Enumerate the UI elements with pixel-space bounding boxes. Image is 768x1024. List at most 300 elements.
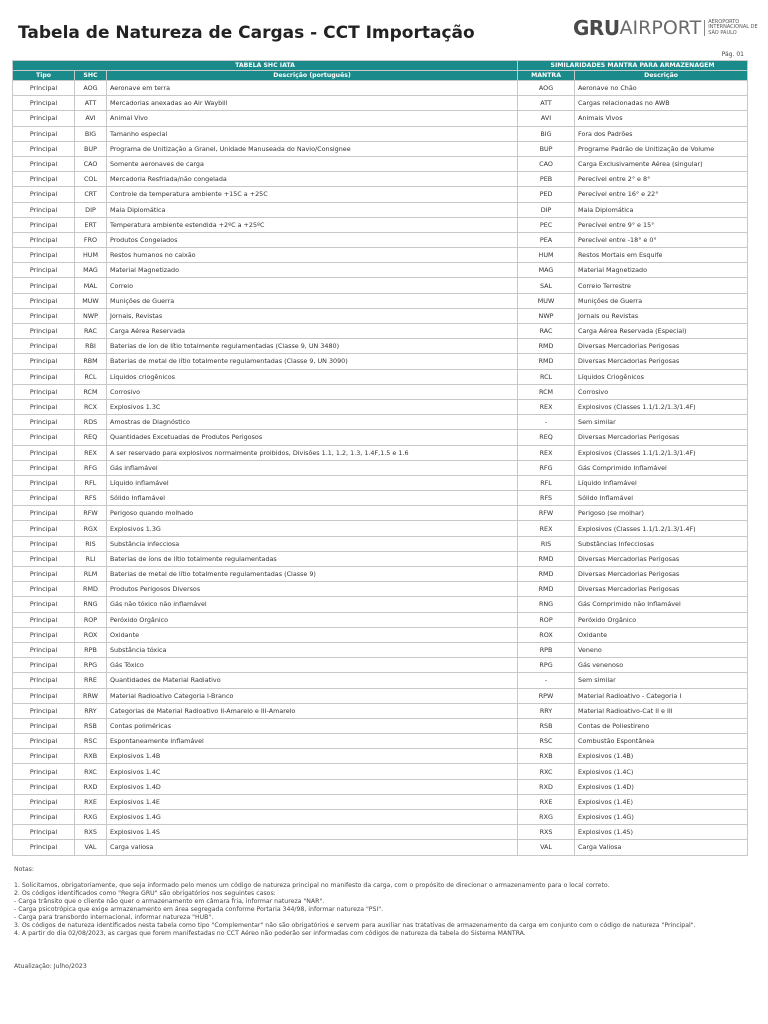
cell-mantra: PEB bbox=[518, 172, 575, 187]
cell-mantra: NWP bbox=[518, 308, 575, 323]
cell-descricao: Perecível entre 9° e 15° bbox=[575, 217, 748, 232]
cell-descricao-pt: Sólido Inflamável bbox=[107, 491, 518, 506]
cell-tipo: Principal bbox=[13, 217, 75, 232]
cell-descricao: Líquidos Criogênicos bbox=[575, 369, 748, 384]
cell-tipo: Principal bbox=[13, 825, 75, 840]
cell-tipo: Principal bbox=[13, 779, 75, 794]
cell-mantra: RMD bbox=[518, 551, 575, 566]
cell-descricao: Sem similar bbox=[575, 415, 748, 430]
cell-descricao-pt: Gás não tóxico não inflamável bbox=[107, 597, 518, 612]
cell-shc: RSC bbox=[75, 734, 107, 749]
cell-descricao: Explosivos (1.4G) bbox=[575, 810, 748, 825]
cell-tipo: Principal bbox=[13, 810, 75, 825]
cell-tipo: Principal bbox=[13, 308, 75, 323]
cell-descricao: Carga Exclusivamente Aérea (singular) bbox=[575, 156, 748, 171]
cell-tipo: Principal bbox=[13, 81, 75, 96]
cell-shc: RXB bbox=[75, 749, 107, 764]
cell-tipo: Principal bbox=[13, 673, 75, 688]
cell-shc: RRW bbox=[75, 688, 107, 703]
table-row bbox=[13, 202, 748, 217]
table-row bbox=[13, 96, 748, 111]
cell-descricao-pt: Amostras de Diagnóstico bbox=[107, 415, 518, 430]
cell-descricao-pt: Categorias de Material Radioativo II-Amarelo e III-Amarelo bbox=[107, 703, 518, 718]
cell-mantra: RNG bbox=[518, 597, 575, 612]
table-row bbox=[13, 703, 748, 718]
table-row bbox=[13, 536, 748, 551]
cell-tipo: Principal bbox=[13, 597, 75, 612]
cell-shc: RAC bbox=[75, 324, 107, 339]
cell-mantra: MUW bbox=[518, 293, 575, 308]
logo-gru-text: GRU bbox=[573, 16, 620, 40]
table-row bbox=[13, 582, 748, 597]
table-row bbox=[13, 187, 748, 202]
table-row bbox=[13, 141, 748, 156]
cell-mantra: MAG bbox=[518, 263, 575, 278]
cell-mantra: VAL bbox=[518, 840, 575, 855]
cell-descricao: Perecível entre -18° e 0° bbox=[575, 232, 748, 247]
cell-mantra: - bbox=[518, 415, 575, 430]
cell-descricao: Explosivos (1.4C) bbox=[575, 764, 748, 779]
cell-descricao: Carga Valiosa bbox=[575, 840, 748, 855]
cell-descricao: Combustão Espontânea bbox=[575, 734, 748, 749]
cell-descricao: Explosivos (1.4E) bbox=[575, 794, 748, 809]
cell-mantra: RPW bbox=[518, 688, 575, 703]
cell-descricao-pt: Mercadoria Resfriada/não congelada bbox=[107, 172, 518, 187]
table-row bbox=[13, 764, 748, 779]
table-row bbox=[13, 749, 748, 764]
cell-shc: ROX bbox=[75, 627, 107, 642]
cell-tipo: Principal bbox=[13, 840, 75, 855]
cell-shc: RPB bbox=[75, 642, 107, 657]
cell-tipo: Principal bbox=[13, 354, 75, 369]
cell-tipo: Principal bbox=[13, 384, 75, 399]
table-row bbox=[13, 521, 748, 536]
table-row bbox=[13, 232, 748, 247]
cell-descricao-pt: Substância infecciosa bbox=[107, 536, 518, 551]
cell-tipo: Principal bbox=[13, 506, 75, 521]
table-row bbox=[13, 156, 748, 171]
cell-mantra: ROX bbox=[518, 627, 575, 642]
group-header-shc-iata: TABELA SHC IATA bbox=[13, 61, 518, 71]
cell-mantra: RXS bbox=[518, 825, 575, 840]
cell-descricao: Substâncias Infecciosas bbox=[575, 536, 748, 551]
cell-descricao-pt: Oxidante bbox=[107, 627, 518, 642]
cell-descricao: Mala Diplomática bbox=[575, 202, 748, 217]
cell-shc: RRY bbox=[75, 703, 107, 718]
table-row bbox=[13, 172, 748, 187]
cell-descricao-pt: Tamanho especial bbox=[107, 126, 518, 141]
cell-tipo: Principal bbox=[13, 734, 75, 749]
cell-descricao: Material Radioativo - Categoria I bbox=[575, 688, 748, 703]
cell-descricao: Correio Terrestre bbox=[575, 278, 748, 293]
table-row bbox=[13, 658, 748, 673]
table-row bbox=[13, 324, 748, 339]
cell-descricao: Fora dos Padrões bbox=[575, 126, 748, 141]
table-row bbox=[13, 840, 748, 855]
page-title: Tabela de Natureza de Cargas - CCT Importação bbox=[18, 23, 475, 43]
cell-tipo: Principal bbox=[13, 141, 75, 156]
table-row bbox=[13, 126, 748, 141]
cell-descricao: Corrosivo bbox=[575, 384, 748, 399]
cell-tipo: Principal bbox=[13, 764, 75, 779]
cell-tipo: Principal bbox=[13, 293, 75, 308]
cell-descricao-pt: Baterias de íon de lítio totalmente regulamentadas (Classe 9, UN 3480) bbox=[107, 339, 518, 354]
cell-mantra: PEA bbox=[518, 232, 575, 247]
cell-tipo: Principal bbox=[13, 430, 75, 445]
cell-descricao: Diversas Mercadorias Perigosas bbox=[575, 567, 748, 582]
cell-shc: ROP bbox=[75, 612, 107, 627]
note-line: 3. Os códigos de natureza identificados nesta tabela como tipo "Complementar" não são obrigatórios e servem para auxiliar nas tratativas de armazenamento da carga em conjunto com o código de natureza "Principal". bbox=[14, 922, 696, 929]
cell-descricao-pt: Munições de Guerra bbox=[107, 293, 518, 308]
cell-mantra: RSB bbox=[518, 718, 575, 733]
table-row bbox=[13, 688, 748, 703]
cell-tipo: Principal bbox=[13, 658, 75, 673]
cell-tipo: Principal bbox=[13, 202, 75, 217]
table-row bbox=[13, 278, 748, 293]
cell-descricao-pt: Carga Aérea Reservada bbox=[107, 324, 518, 339]
cell-descricao-pt: Carga valiosa bbox=[107, 840, 518, 855]
table-row bbox=[13, 597, 748, 612]
cell-mantra: PEC bbox=[518, 217, 575, 232]
cell-shc: MAL bbox=[75, 278, 107, 293]
cell-mantra: REQ bbox=[518, 430, 575, 445]
cell-descricao: Cargas relacionadas no AWB bbox=[575, 96, 748, 111]
table-row bbox=[13, 369, 748, 384]
cell-shc: RXS bbox=[75, 825, 107, 840]
cell-descricao-pt: Explosivos 1.3C bbox=[107, 399, 518, 414]
cell-mantra: BUP bbox=[518, 141, 575, 156]
cell-shc: MUW bbox=[75, 293, 107, 308]
cell-descricao: Jornais ou Revistas bbox=[575, 308, 748, 323]
cell-mantra: RFL bbox=[518, 475, 575, 490]
group-header-row bbox=[13, 61, 748, 71]
logo-airport-text: AIRPORT bbox=[619, 17, 702, 39]
table-row bbox=[13, 567, 748, 582]
cell-descricao-pt: Produtos Perigosos Diversos bbox=[107, 582, 518, 597]
cell-mantra: RMD bbox=[518, 339, 575, 354]
gru-airport-logo bbox=[573, 17, 758, 39]
cell-descricao-pt: Explosivos 1.3G bbox=[107, 521, 518, 536]
cell-mantra: ROP bbox=[518, 612, 575, 627]
table-row bbox=[13, 810, 748, 825]
cell-shc: AOG bbox=[75, 81, 107, 96]
table-row bbox=[13, 673, 748, 688]
cell-tipo: Principal bbox=[13, 567, 75, 582]
cell-mantra: RFW bbox=[518, 506, 575, 521]
logo-subtitle: AEROPORTO INTERNACIONAL DE SÃO PAULO bbox=[704, 20, 758, 37]
cell-mantra: RXB bbox=[518, 749, 575, 764]
cell-shc: RXG bbox=[75, 810, 107, 825]
cell-tipo: Principal bbox=[13, 399, 75, 414]
cell-mantra: RAC bbox=[518, 324, 575, 339]
cell-tipo: Principal bbox=[13, 248, 75, 263]
table-row bbox=[13, 415, 748, 430]
cell-descricao-pt: Quantidades de Material Radiativo bbox=[107, 673, 518, 688]
cell-shc: ERT bbox=[75, 217, 107, 232]
table-row bbox=[13, 248, 748, 263]
cell-mantra: RMD bbox=[518, 354, 575, 369]
table-row bbox=[13, 794, 748, 809]
cell-mantra: RPG bbox=[518, 658, 575, 673]
cell-shc: RDS bbox=[75, 415, 107, 430]
cell-tipo: Principal bbox=[13, 688, 75, 703]
cell-mantra: RSC bbox=[518, 734, 575, 749]
cell-mantra: ATT bbox=[518, 96, 575, 111]
table-row bbox=[13, 430, 748, 445]
cell-mantra: RRY bbox=[518, 703, 575, 718]
cell-descricao: Aeronave no Chão bbox=[575, 81, 748, 96]
cell-shc: BUP bbox=[75, 141, 107, 156]
cell-descricao: Peróxido Orgânico bbox=[575, 612, 748, 627]
table-row bbox=[13, 460, 748, 475]
cell-descricao: Restos Mortais em Esquife bbox=[575, 248, 748, 263]
cell-descricao-pt: Espontaneamente inflamável bbox=[107, 734, 518, 749]
cell-tipo: Principal bbox=[13, 475, 75, 490]
cell-descricao: Explosivos (1.4D) bbox=[575, 779, 748, 794]
cell-descricao-pt: Explosivos 1.4C bbox=[107, 764, 518, 779]
cell-descricao-pt: Correio bbox=[107, 278, 518, 293]
cell-shc: RCL bbox=[75, 369, 107, 384]
cell-descricao: Gás Comprimido não Inflamável bbox=[575, 597, 748, 612]
cell-descricao-pt: Temperatura ambiente estendida +2ºC a +25ºC bbox=[107, 217, 518, 232]
cell-descricao-pt: Programa de Unitização a Granel, Unidade Manuseada do Navio/Consignee bbox=[107, 141, 518, 156]
cell-tipo: Principal bbox=[13, 491, 75, 506]
cell-descricao-pt: Controle da temperatura ambiente +15C a +25C bbox=[107, 187, 518, 202]
cell-tipo: Principal bbox=[13, 278, 75, 293]
col-header-descricao-pt: Descrição (português) bbox=[107, 71, 518, 81]
cell-descricao: Animais Vivos bbox=[575, 111, 748, 126]
table-row bbox=[13, 384, 748, 399]
cell-descricao-pt: Líquidos criogênicos bbox=[107, 369, 518, 384]
cell-tipo: Principal bbox=[13, 642, 75, 657]
cell-descricao-pt: Mercadorias anexadas ao Air Waybill bbox=[107, 96, 518, 111]
cell-shc: RIS bbox=[75, 536, 107, 551]
cell-descricao: Gás venenoso bbox=[575, 658, 748, 673]
cell-mantra: REX bbox=[518, 399, 575, 414]
table-row bbox=[13, 779, 748, 794]
cell-descricao-pt: Somente aeronaves de carga bbox=[107, 156, 518, 171]
cell-mantra: RFG bbox=[518, 460, 575, 475]
note-line: 2. Os códigos identificados como "Regra GRU" são obrigatórios nos seguintes casos: bbox=[14, 890, 276, 897]
cell-shc: AVI bbox=[75, 111, 107, 126]
cell-descricao: Oxidante bbox=[575, 627, 748, 642]
cell-mantra: RCM bbox=[518, 384, 575, 399]
cell-descricao: Diversas Mercadorias Perigosas bbox=[575, 582, 748, 597]
cell-tipo: Principal bbox=[13, 369, 75, 384]
cell-descricao: Contas de Poliestireno bbox=[575, 718, 748, 733]
cell-mantra: REX bbox=[518, 521, 575, 536]
cell-tipo: Principal bbox=[13, 324, 75, 339]
cell-descricao: Líquido Inflamável bbox=[575, 475, 748, 490]
cell-tipo: Principal bbox=[13, 521, 75, 536]
cell-shc: FRO bbox=[75, 232, 107, 247]
cell-descricao-pt: Substância tóxica bbox=[107, 642, 518, 657]
note-line: - Carga trânsito que o cliente não quer o armazenamento em câmara fria, informar natureza "NAR". bbox=[14, 898, 325, 905]
cell-descricao: Diversas Mercadorias Perigosas bbox=[575, 339, 748, 354]
cell-shc: RBM bbox=[75, 354, 107, 369]
cell-shc: RFG bbox=[75, 460, 107, 475]
table-row bbox=[13, 308, 748, 323]
note-line: - Carga para transbordo internacional, informar natureza "HUB". bbox=[14, 914, 214, 921]
table-row bbox=[13, 217, 748, 232]
cell-shc: MAG bbox=[75, 263, 107, 278]
notes-heading: Notas: bbox=[14, 866, 34, 873]
update-date: Atualização: Julho/2023 bbox=[14, 963, 87, 970]
cell-descricao-pt: Explosivos 1.4D bbox=[107, 779, 518, 794]
cell-descricao-pt: Explosivos 1.4G bbox=[107, 810, 518, 825]
cell-descricao: Gás Comprimido Inflamável bbox=[575, 460, 748, 475]
cell-mantra: RIS bbox=[518, 536, 575, 551]
cell-shc: RFL bbox=[75, 475, 107, 490]
table-row bbox=[13, 475, 748, 490]
cell-descricao: Carga Aérea Reservada (Especial) bbox=[575, 324, 748, 339]
cell-shc: DIP bbox=[75, 202, 107, 217]
cell-descricao-pt: Baterias de metal de lítio totalmente regulamentadas (Classe 9, UN 3090) bbox=[107, 354, 518, 369]
cell-descricao: Explosivos (Classes 1.1/1.2/1.3/1.4F) bbox=[575, 521, 748, 536]
cell-tipo: Principal bbox=[13, 339, 75, 354]
table-row bbox=[13, 734, 748, 749]
cell-descricao-pt: Baterias de íons de lítio totalmente regulamentadas bbox=[107, 551, 518, 566]
cell-descricao: Perecível entre 2° e 8° bbox=[575, 172, 748, 187]
cell-tipo: Principal bbox=[13, 156, 75, 171]
cell-shc: REX bbox=[75, 445, 107, 460]
cell-shc: RCX bbox=[75, 399, 107, 414]
cell-shc: RSB bbox=[75, 718, 107, 733]
cell-descricao-pt: Perigoso quando molhado bbox=[107, 506, 518, 521]
notes-section bbox=[14, 866, 754, 938]
cell-descricao: Explosivos (1.4B) bbox=[575, 749, 748, 764]
cell-descricao-pt: Jornais, Revistas bbox=[107, 308, 518, 323]
cell-descricao: Sem similar bbox=[575, 673, 748, 688]
cell-descricao: Sólido Inflamável bbox=[575, 491, 748, 506]
cell-descricao: Perigoso (se molhar) bbox=[575, 506, 748, 521]
cell-tipo: Principal bbox=[13, 445, 75, 460]
cell-shc: BIG bbox=[75, 126, 107, 141]
column-header-row bbox=[13, 71, 748, 81]
cell-tipo: Principal bbox=[13, 794, 75, 809]
table-row bbox=[13, 551, 748, 566]
table-row bbox=[13, 642, 748, 657]
cell-shc: NWP bbox=[75, 308, 107, 323]
cell-shc: RFW bbox=[75, 506, 107, 521]
cell-descricao: Material Radioativo-Cat II e III bbox=[575, 703, 748, 718]
cell-mantra: RPB bbox=[518, 642, 575, 657]
cell-mantra: PED bbox=[518, 187, 575, 202]
cell-descricao-pt: Material Radioativo Categoria I-Branco bbox=[107, 688, 518, 703]
cell-descricao: Explosivos (Classes 1.1/1.2/1.3/1.4F) bbox=[575, 445, 748, 460]
table-row bbox=[13, 491, 748, 506]
cell-descricao-pt: Gás inflamável bbox=[107, 460, 518, 475]
table-row bbox=[13, 354, 748, 369]
group-header-mantra: SIMILARIDADES MANTRA PARA ARMAZENAGEM bbox=[518, 61, 748, 71]
cell-descricao-pt: Contas poliméricas bbox=[107, 718, 518, 733]
cell-descricao-pt: Restos humanos no caixão bbox=[107, 248, 518, 263]
cell-mantra: BIG bbox=[518, 126, 575, 141]
cell-shc: RBI bbox=[75, 339, 107, 354]
cell-descricao-pt: Líquido inflamável bbox=[107, 475, 518, 490]
col-header-descricao: Descrição bbox=[575, 71, 748, 81]
cell-descricao: Veneno bbox=[575, 642, 748, 657]
table-row bbox=[13, 81, 748, 96]
cell-descricao-pt: Baterias de metal de lítio totalmente regulamentadas (Classe 9) bbox=[107, 567, 518, 582]
cell-shc: RGX bbox=[75, 521, 107, 536]
cell-mantra: RMD bbox=[518, 567, 575, 582]
table-row bbox=[13, 293, 748, 308]
cell-tipo: Principal bbox=[13, 96, 75, 111]
cargo-nature-table bbox=[12, 60, 748, 856]
table-row bbox=[13, 445, 748, 460]
cell-mantra: - bbox=[518, 673, 575, 688]
cell-tipo: Principal bbox=[13, 703, 75, 718]
cell-mantra: RXG bbox=[518, 810, 575, 825]
cell-descricao-pt: Material Magnetizado bbox=[107, 263, 518, 278]
cell-descricao: Explosivos (1.4S) bbox=[575, 825, 748, 840]
cell-mantra: SAL bbox=[518, 278, 575, 293]
notes-spacer bbox=[14, 874, 754, 882]
cell-tipo: Principal bbox=[13, 187, 75, 202]
cell-mantra: RCL bbox=[518, 369, 575, 384]
cell-tipo: Principal bbox=[13, 172, 75, 187]
cell-descricao-pt: Explosivos 1.4S bbox=[107, 825, 518, 840]
table-row bbox=[13, 627, 748, 642]
cell-tipo: Principal bbox=[13, 415, 75, 430]
page-number: Pág. 01 bbox=[721, 51, 744, 58]
cell-tipo: Principal bbox=[13, 749, 75, 764]
cell-descricao-pt: Explosivos 1.4B bbox=[107, 749, 518, 764]
cell-tipo: Principal bbox=[13, 460, 75, 475]
table-row bbox=[13, 339, 748, 354]
cell-mantra: RXD bbox=[518, 779, 575, 794]
cell-tipo: Principal bbox=[13, 232, 75, 247]
cell-descricao: Diversas Mercadorias Perigosas bbox=[575, 551, 748, 566]
cell-shc: CAO bbox=[75, 156, 107, 171]
cell-descricao-pt: Mala Diplomática bbox=[107, 202, 518, 217]
cell-descricao-pt: Produtos Congelados bbox=[107, 232, 518, 247]
cell-descricao: Diversas Mercadorias Perigosas bbox=[575, 354, 748, 369]
table-row bbox=[13, 612, 748, 627]
cell-mantra: HUM bbox=[518, 248, 575, 263]
cell-shc: RPG bbox=[75, 658, 107, 673]
table-row bbox=[13, 506, 748, 521]
table-row bbox=[13, 111, 748, 126]
cell-tipo: Principal bbox=[13, 111, 75, 126]
cell-shc: RXC bbox=[75, 764, 107, 779]
cell-descricao-pt: Explosivos 1.4E bbox=[107, 794, 518, 809]
table-row bbox=[13, 399, 748, 414]
cell-descricao-pt: Aeronave em terra bbox=[107, 81, 518, 96]
cell-mantra: RFS bbox=[518, 491, 575, 506]
cell-shc: ATT bbox=[75, 96, 107, 111]
table-row bbox=[13, 825, 748, 840]
cell-mantra: RMD bbox=[518, 582, 575, 597]
cell-shc: RFS bbox=[75, 491, 107, 506]
cell-descricao: Programe Padrão de Unitização de Volume bbox=[575, 141, 748, 156]
cell-shc: RMD bbox=[75, 582, 107, 597]
cell-tipo: Principal bbox=[13, 263, 75, 278]
cell-tipo: Principal bbox=[13, 126, 75, 141]
cell-descricao: Perecível entre 16° e 22° bbox=[575, 187, 748, 202]
cell-mantra: RXE bbox=[518, 794, 575, 809]
cell-descricao: Explosivos (Classes 1.1/1.2/1.3/1.4F) bbox=[575, 399, 748, 414]
cell-tipo: Principal bbox=[13, 718, 75, 733]
cell-mantra: REX bbox=[518, 445, 575, 460]
col-header-tipo: Tipo bbox=[13, 71, 75, 81]
cell-shc: HUM bbox=[75, 248, 107, 263]
cell-mantra: AVI bbox=[518, 111, 575, 126]
cell-mantra: CAO bbox=[518, 156, 575, 171]
cell-shc: RLI bbox=[75, 551, 107, 566]
cell-shc: REQ bbox=[75, 430, 107, 445]
